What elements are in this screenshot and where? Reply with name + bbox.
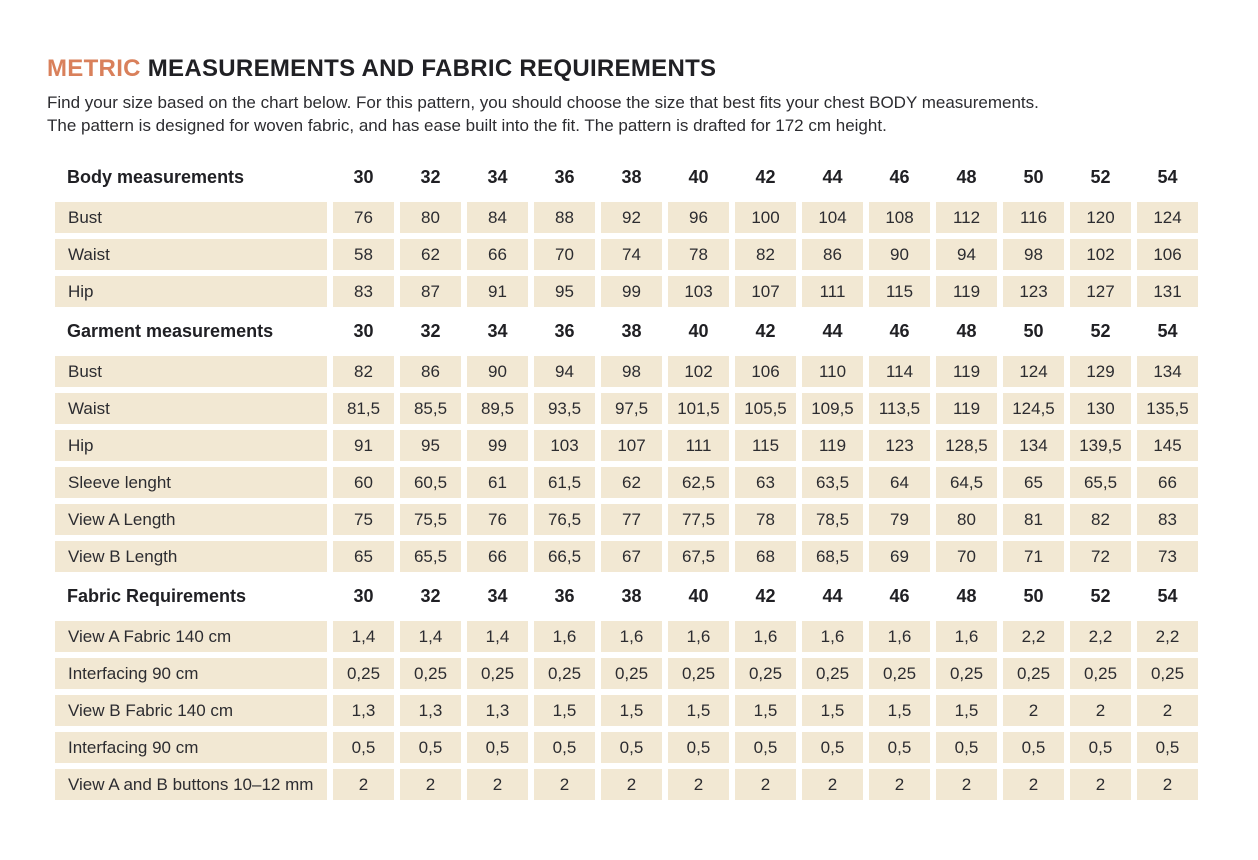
size-header-cell: 36 [554, 586, 575, 606]
size-header-cell: 52 [1090, 167, 1111, 187]
value-cell: 66 [467, 239, 528, 270]
value-cell: 0,5 [802, 732, 863, 763]
value-cell: 102 [1070, 239, 1131, 270]
value-cell: 119 [802, 430, 863, 461]
value-cell: 120 [1070, 202, 1131, 233]
row-label: Waist [55, 239, 327, 270]
value-cell: 65 [1003, 467, 1064, 498]
value-cell: 89,5 [467, 393, 528, 424]
value-cell: 86 [802, 239, 863, 270]
page-title-rest: MEASUREMENTS AND FABRIC REQUIREMENTS [140, 55, 717, 82]
value-cell: 0,5 [936, 732, 997, 763]
value-cell: 1,6 [869, 621, 930, 652]
value-cell: 103 [668, 276, 729, 307]
value-cell: 67,5 [668, 541, 729, 572]
value-cell: 104 [802, 202, 863, 233]
value-cell: 103 [534, 430, 595, 461]
size-header-cell: 34 [487, 321, 508, 341]
value-cell: 0,5 [735, 732, 796, 763]
size-header-cell: 48 [956, 167, 977, 187]
value-cell: 2 [1003, 695, 1064, 726]
value-cell: 108 [869, 202, 930, 233]
value-cell: 124,5 [1003, 393, 1064, 424]
value-cell: 2 [869, 769, 930, 800]
row-label: View A and B buttons 10–12 mm [55, 769, 327, 800]
value-cell: 0,25 [467, 658, 528, 689]
value-cell: 64 [869, 467, 930, 498]
row-label: Hip [55, 430, 327, 461]
value-cell: 0,25 [735, 658, 796, 689]
value-cell: 106 [1137, 239, 1198, 270]
value-cell: 124 [1003, 356, 1064, 387]
value-cell: 68 [735, 541, 796, 572]
value-cell: 2 [668, 769, 729, 800]
value-cell: 91 [467, 276, 528, 307]
value-cell: 1,4 [400, 621, 461, 652]
value-cell: 66,5 [534, 541, 595, 572]
size-header-cell: 40 [688, 167, 709, 187]
value-cell: 1,5 [601, 695, 662, 726]
value-cell: 2 [1003, 769, 1064, 800]
size-header-cell: 42 [755, 321, 776, 341]
value-cell: 1,3 [467, 695, 528, 726]
value-cell: 106 [735, 356, 796, 387]
value-cell: 99 [601, 276, 662, 307]
value-cell: 0,25 [400, 658, 461, 689]
value-cell: 2 [802, 769, 863, 800]
value-cell: 78 [668, 239, 729, 270]
value-cell: 1,6 [668, 621, 729, 652]
value-cell: 77,5 [668, 504, 729, 535]
value-cell: 78,5 [802, 504, 863, 535]
value-cell: 119 [936, 276, 997, 307]
size-header-cell: 54 [1157, 321, 1178, 341]
table-row [55, 621, 1198, 652]
size-header-cell: 46 [889, 167, 910, 187]
value-cell: 2 [735, 769, 796, 800]
value-cell: 0,5 [668, 732, 729, 763]
value-cell: 119 [936, 393, 997, 424]
value-cell: 98 [1003, 239, 1064, 270]
value-cell: 134 [1137, 356, 1198, 387]
value-cell: 0,25 [802, 658, 863, 689]
value-cell: 135,5 [1137, 393, 1198, 424]
table-row [55, 393, 1198, 424]
value-cell: 0,25 [534, 658, 595, 689]
table-row [55, 658, 1198, 689]
value-cell: 96 [668, 202, 729, 233]
value-cell: 62,5 [668, 467, 729, 498]
value-cell: 68,5 [802, 541, 863, 572]
value-cell: 67 [601, 541, 662, 572]
value-cell: 73 [1137, 541, 1198, 572]
value-cell: 93,5 [534, 393, 595, 424]
value-cell: 80 [936, 504, 997, 535]
row-label: Hip [55, 276, 327, 307]
value-cell: 61 [467, 467, 528, 498]
value-cell: 0,5 [1003, 732, 1064, 763]
size-header-cell: 30 [353, 586, 374, 606]
value-cell: 109,5 [802, 393, 863, 424]
value-cell: 82 [1070, 504, 1131, 535]
value-cell: 58 [333, 239, 394, 270]
value-cell: 1,6 [735, 621, 796, 652]
size-header-cell: 44 [822, 321, 843, 341]
value-cell: 60,5 [400, 467, 461, 498]
value-cell: 0,25 [869, 658, 930, 689]
value-cell: 0,5 [1137, 732, 1198, 763]
value-cell: 128,5 [936, 430, 997, 461]
value-cell: 101,5 [668, 393, 729, 424]
value-cell: 2 [601, 769, 662, 800]
value-cell: 115 [869, 276, 930, 307]
value-cell: 0,5 [400, 732, 461, 763]
value-cell: 0,5 [601, 732, 662, 763]
value-cell: 82 [735, 239, 796, 270]
value-cell: 94 [534, 356, 595, 387]
value-cell: 92 [601, 202, 662, 233]
size-header-cell: 30 [353, 321, 374, 341]
size-header-cell: 32 [420, 321, 441, 341]
value-cell: 2 [936, 769, 997, 800]
table-row [55, 467, 1198, 498]
size-header-cell: 38 [621, 586, 642, 606]
value-cell: 71 [1003, 541, 1064, 572]
value-cell: 127 [1070, 276, 1131, 307]
value-cell: 1,5 [534, 695, 595, 726]
value-cell: 95 [400, 430, 461, 461]
row-label: View B Length [55, 541, 327, 572]
row-label: Sleeve lenght [55, 467, 327, 498]
value-cell: 129 [1070, 356, 1131, 387]
value-cell: 61,5 [534, 467, 595, 498]
value-cell: 114 [869, 356, 930, 387]
value-cell: 0,25 [601, 658, 662, 689]
value-cell: 124 [1137, 202, 1198, 233]
value-cell: 1,5 [802, 695, 863, 726]
size-header-cell: 38 [621, 167, 642, 187]
size-header-cell: 32 [420, 586, 441, 606]
size-header-cell: 52 [1090, 321, 1111, 341]
value-cell: 65 [333, 541, 394, 572]
value-cell: 113,5 [869, 393, 930, 424]
value-cell: 99 [467, 430, 528, 461]
value-cell: 74 [601, 239, 662, 270]
table-row [55, 695, 1198, 726]
value-cell: 69 [869, 541, 930, 572]
value-cell: 90 [467, 356, 528, 387]
value-cell: 1,4 [333, 621, 394, 652]
value-cell: 75,5 [400, 504, 461, 535]
value-cell: 112 [936, 202, 997, 233]
value-cell: 64,5 [936, 467, 997, 498]
page-title-accent: METRIC [47, 55, 141, 82]
value-cell: 0,25 [333, 658, 394, 689]
table-row [55, 202, 1198, 233]
value-cell: 123 [1003, 276, 1064, 307]
size-header-cell: 44 [822, 586, 843, 606]
value-cell: 63,5 [802, 467, 863, 498]
value-cell: 85,5 [400, 393, 461, 424]
value-cell: 107 [601, 430, 662, 461]
row-label: View A Length [55, 504, 327, 535]
value-cell: 88 [534, 202, 595, 233]
value-cell: 83 [1137, 504, 1198, 535]
value-cell: 2 [1070, 769, 1131, 800]
value-cell: 131 [1137, 276, 1198, 307]
size-header-cell: 36 [554, 167, 575, 187]
value-cell: 82 [333, 356, 394, 387]
section-header-row [55, 313, 1198, 350]
value-cell: 2 [534, 769, 595, 800]
value-cell: 98 [601, 356, 662, 387]
value-cell: 90 [869, 239, 930, 270]
value-cell: 76 [333, 202, 394, 233]
section-header-row [55, 578, 1198, 615]
size-header-cell: 48 [956, 586, 977, 606]
value-cell: 81,5 [333, 393, 394, 424]
value-cell: 0,25 [1070, 658, 1131, 689]
size-header-cell: 30 [353, 167, 374, 187]
value-cell: 91 [333, 430, 394, 461]
value-cell: 65,5 [400, 541, 461, 572]
value-cell: 70 [936, 541, 997, 572]
value-cell: 130 [1070, 393, 1131, 424]
page-title [47, 54, 1211, 84]
value-cell: 66 [1137, 467, 1198, 498]
value-cell: 119 [936, 356, 997, 387]
value-cell: 86 [400, 356, 461, 387]
value-cell: 1,3 [400, 695, 461, 726]
section-header-label: Garment measurements [67, 321, 274, 341]
value-cell: 1,6 [936, 621, 997, 652]
value-cell: 2 [1137, 769, 1198, 800]
value-cell: 83 [333, 276, 394, 307]
value-cell: 97,5 [601, 393, 662, 424]
value-cell: 145 [1137, 430, 1198, 461]
value-cell: 1,6 [601, 621, 662, 652]
table-row [55, 239, 1198, 270]
size-header-cell: 40 [688, 586, 709, 606]
size-chart-table [49, 153, 1204, 806]
value-cell: 2,2 [1137, 621, 1198, 652]
value-cell: 1,5 [936, 695, 997, 726]
value-cell: 77 [601, 504, 662, 535]
value-cell: 0,5 [869, 732, 930, 763]
value-cell: 1,6 [802, 621, 863, 652]
row-label: Bust [55, 356, 327, 387]
value-cell: 110 [802, 356, 863, 387]
value-cell: 139,5 [1070, 430, 1131, 461]
section-header-row [55, 159, 1198, 196]
size-header-cell: 42 [755, 586, 776, 606]
table-row [55, 430, 1198, 461]
row-label: View A Fabric 140 cm [55, 621, 327, 652]
value-cell: 0,5 [333, 732, 394, 763]
value-cell: 70 [534, 239, 595, 270]
value-cell: 2 [1137, 695, 1198, 726]
value-cell: 94 [936, 239, 997, 270]
value-cell: 2 [467, 769, 528, 800]
value-cell: 62 [601, 467, 662, 498]
size-header-cell: 52 [1090, 586, 1111, 606]
size-header-cell: 42 [755, 167, 776, 187]
value-cell: 81 [1003, 504, 1064, 535]
value-cell: 84 [467, 202, 528, 233]
value-cell: 0,5 [467, 732, 528, 763]
value-cell: 105,5 [735, 393, 796, 424]
value-cell: 66 [467, 541, 528, 572]
value-cell: 0,25 [936, 658, 997, 689]
value-cell: 116 [1003, 202, 1064, 233]
size-header-cell: 50 [1023, 586, 1044, 606]
value-cell: 0,5 [1070, 732, 1131, 763]
value-cell: 75 [333, 504, 394, 535]
value-cell: 1,5 [735, 695, 796, 726]
value-cell: 72 [1070, 541, 1131, 572]
size-header-cell: 54 [1157, 586, 1178, 606]
value-cell: 0,5 [534, 732, 595, 763]
size-header-cell: 40 [688, 321, 709, 341]
row-label: Interfacing 90 cm [55, 658, 327, 689]
value-cell: 87 [400, 276, 461, 307]
table-row [55, 356, 1198, 387]
size-header-cell: 50 [1023, 321, 1044, 341]
size-header-cell: 32 [420, 167, 441, 187]
value-cell: 111 [802, 276, 863, 307]
value-cell: 1,4 [467, 621, 528, 652]
size-header-cell: 48 [956, 321, 977, 341]
section-header-label: Fabric Requirements [67, 586, 247, 606]
value-cell: 102 [668, 356, 729, 387]
size-header-cell: 46 [889, 586, 910, 606]
value-cell: 2,2 [1003, 621, 1064, 652]
value-cell: 78 [735, 504, 796, 535]
value-cell: 2 [1070, 695, 1131, 726]
size-header-cell: 36 [554, 321, 575, 341]
value-cell: 76 [467, 504, 528, 535]
value-cell: 100 [735, 202, 796, 233]
intro-line-1: Find your size based on the chart below. For this pattern, you should choose the size that best fits your chest BODY measurements. [47, 93, 1039, 112]
size-header-cell: 38 [621, 321, 642, 341]
row-label: Waist [55, 393, 327, 424]
size-header-cell: 44 [822, 167, 843, 187]
value-cell: 79 [869, 504, 930, 535]
table-row [55, 504, 1198, 535]
size-header-cell: 54 [1157, 167, 1178, 187]
value-cell: 65,5 [1070, 467, 1131, 498]
value-cell: 60 [333, 467, 394, 498]
value-cell: 107 [735, 276, 796, 307]
size-header-cell: 34 [487, 586, 508, 606]
value-cell: 62 [400, 239, 461, 270]
value-cell: 134 [1003, 430, 1064, 461]
table-row [55, 541, 1198, 572]
value-cell: 76,5 [534, 504, 595, 535]
row-label: Bust [55, 202, 327, 233]
row-label: Interfacing 90 cm [55, 732, 327, 763]
value-cell: 2 [400, 769, 461, 800]
value-cell: 95 [534, 276, 595, 307]
value-cell: 115 [735, 430, 796, 461]
value-cell: 0,25 [1137, 658, 1198, 689]
row-label: View B Fabric 140 cm [55, 695, 327, 726]
value-cell: 1,5 [869, 695, 930, 726]
size-header-cell: 46 [889, 321, 910, 341]
value-cell: 123 [869, 430, 930, 461]
value-cell: 2,2 [1070, 621, 1131, 652]
size-header-cell: 34 [487, 167, 508, 187]
value-cell: 1,6 [534, 621, 595, 652]
value-cell: 0,25 [1003, 658, 1064, 689]
value-cell: 0,25 [668, 658, 729, 689]
table-row [55, 732, 1198, 763]
value-cell: 1,5 [668, 695, 729, 726]
value-cell: 111 [668, 430, 729, 461]
table-row [55, 769, 1198, 800]
value-cell: 63 [735, 467, 796, 498]
value-cell: 1,3 [333, 695, 394, 726]
section-header-label: Body measurements [67, 167, 245, 187]
size-header-cell: 50 [1023, 167, 1044, 187]
value-cell: 80 [400, 202, 461, 233]
table-row [55, 276, 1198, 307]
intro-line-2: The pattern is designed for woven fabric, and has ease built into the fit. The pattern is drafted for 172 cm height. [47, 116, 887, 135]
value-cell: 2 [333, 769, 394, 800]
